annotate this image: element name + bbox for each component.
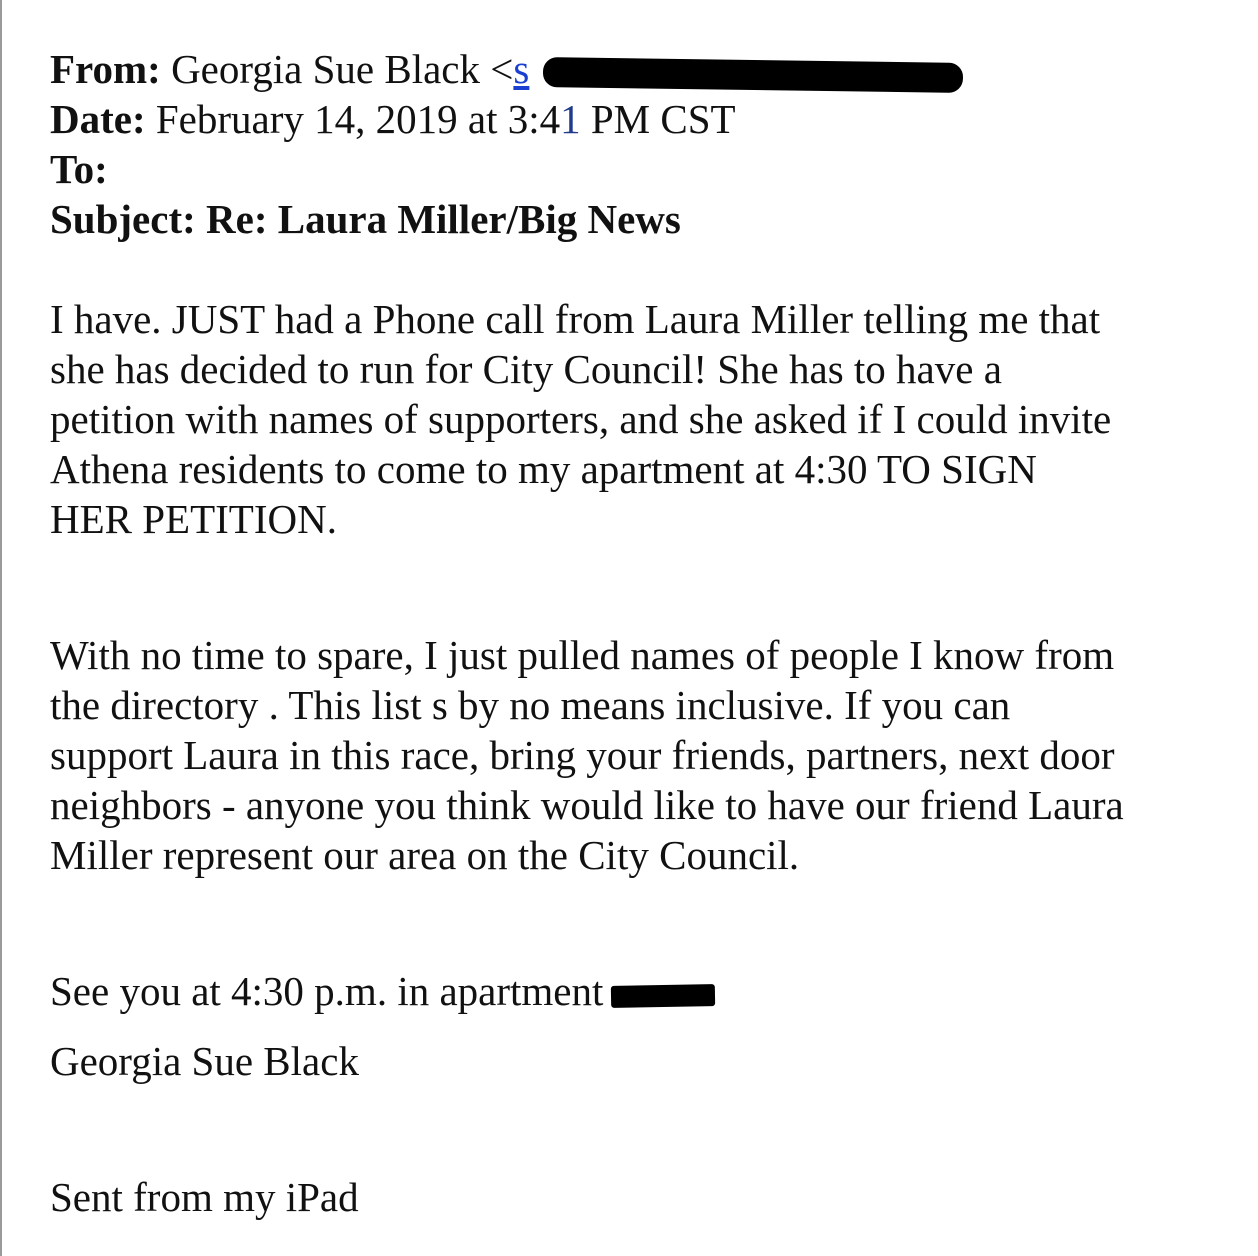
body-line: the directory . This list s by no means inclusive. If you can: [50, 682, 1011, 728]
apartment-number-redaction: [611, 984, 715, 1008]
from-label: From:: [50, 46, 161, 92]
subject-value: Re: Laura Miller/Big News: [206, 196, 681, 242]
from-line: [50, 44, 1240, 94]
date-value-part-2: 1: [560, 96, 581, 142]
signature: Georgia Sue Black: [50, 1038, 359, 1084]
to-line: [50, 144, 1240, 194]
sent-from-line: Sent from my iPad: [50, 1174, 359, 1220]
date-label: Date:: [50, 96, 146, 142]
body-line: Miller represent our area on the City Council.: [50, 832, 800, 878]
body-line: I have. JUST had a Phone call from Laura Miller telling me that: [50, 296, 1101, 342]
to-label: To:: [50, 146, 108, 192]
spacer: [50, 1086, 1240, 1172]
date-value: [156, 96, 736, 142]
body-line: Athena residents to come to my apartment at 4:30 TO SIGN: [50, 446, 1037, 492]
body-line: support Laura in this race, bring your friends, partners, next door: [50, 732, 1115, 778]
spacer: [50, 544, 1240, 630]
date-value-part-1: February 14, 2019 at 3:4: [155, 96, 561, 142]
subject-label: Subject:: [50, 196, 196, 242]
window-left-border: [0, 0, 2, 1256]
spacer: [50, 244, 1240, 294]
body-line: she has decided to run for City Council! She has to have a: [50, 346, 1002, 392]
from-name: Georgia Sue Black <: [171, 46, 514, 92]
body-line: With no time to spare, I just pulled names of people I know from: [50, 632, 1115, 678]
see-you-line: [50, 966, 1240, 1016]
date-value-part-3: PM CST: [580, 96, 736, 142]
body-paragraph-2: [50, 630, 1240, 880]
subject-line: [50, 194, 1240, 244]
date-line: [50, 94, 1240, 144]
spacer: [50, 1016, 1240, 1036]
body-line: neighbors - anyone you think would like to have our friend Laura: [50, 782, 1124, 828]
spacer: [50, 880, 1240, 966]
see-you-text: See you at 4:30 p.m. in apartment: [50, 968, 604, 1014]
body-line: petition with names of supporters, and she asked if I could invite: [50, 396, 1112, 442]
from-email-link[interactable]: s: [513, 46, 530, 92]
email-message: [50, 44, 1240, 1222]
body-paragraph-1: [50, 294, 1240, 544]
body-line: HER PETITION.: [50, 496, 337, 542]
